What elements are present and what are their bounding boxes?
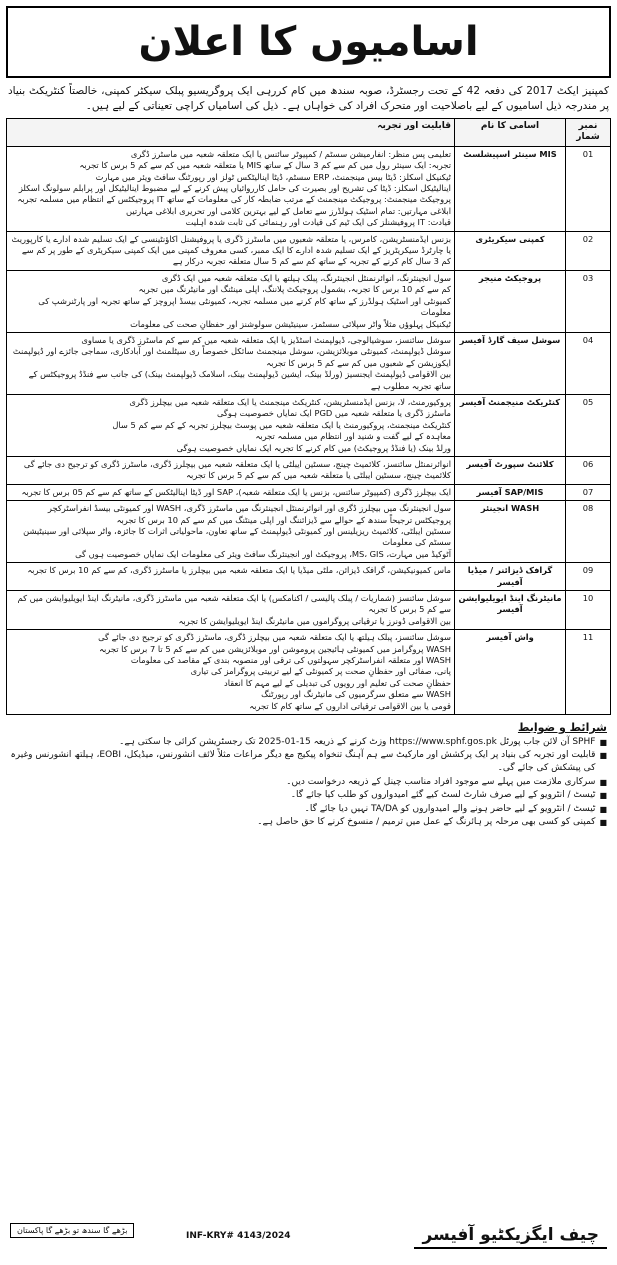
qualification-line: حفظانِ صحت کی تعلیم اور رویوں کی تبدیلی کے لیے مہم کا انعقاد	[224, 677, 451, 688]
qualification-line: ٹیکنیکل پہلوؤں مثلاً واٹر سپلائی سسٹمز، سینیٹیشن سولوشنز اور حفظانِ صحت کی معلومات	[130, 318, 451, 329]
qualification-line: ورلڈ بینک (یا فنڈڈ پروجیکٹ) میں کام کرنے کا تجربہ ایک نمایاں خصوصیت ہوگی	[176, 442, 451, 453]
header-qualification: قابلیت اور تجربہ	[7, 119, 455, 147]
term-text: سرکاری ملازمت میں پہلے سے موجود افراد مناسب چینل کے ذریعہ درخواست دیں۔	[286, 776, 596, 787]
table-row	[7, 563, 611, 591]
intro-paragraph: کمپنیز ایکٹ 2017 کی دفعہ 42 کے تحت رجسٹرڈ، صوبہ سندھ میں کام کررہی ایک پروگریسیو پبلک سیکٹر کمپنی، خالصتاً کنٹریکٹ بنیاد پر مندرجہ ذیل اسامیوں کے لیے باصلاحیت اور متحرک افراد کی خواہاں ہے۔ ذیل کی اسامیاں کراچی تعیناتی کے لیے ہیں۔	[8, 85, 609, 112]
qualification-line: ایک بیچلرز ڈگری (کمپیوٹر سائنس، بزنس یا ایک متعلقہ شعبہ)، SAP اور ڈیٹا اینالیٹکس کے ساتھ کم سے کم 05 برس کا تجربہ	[21, 486, 451, 497]
table-row	[7, 456, 611, 484]
qualification-line: انوائرنمنٹل سائنسز، کلائمیٹ چینج، سسٹین ایبلٹی یا ایک متعلقہ شعبہ میں بیچلرز ڈگری، ماسٹرز ڈگری کو ترجیح دی جائے گی	[23, 458, 451, 469]
qualification-line: سسٹین ایبلٹی، کلائمیٹ ریزیلینس اور کمیونٹی ڈیولپمنٹ کے ساتھ تعاون، ماحولیاتی اثرات کا جائزہ، واٹر سپلائی اور سینیٹیشن سسٹم کی معلومات	[23, 526, 451, 548]
positions-table	[6, 118, 611, 715]
table-row	[7, 591, 611, 630]
row-position-title: پروجیکٹ منیجر	[455, 270, 566, 332]
term-item	[10, 749, 607, 776]
qualification-line: WASH سے متعلق سرگرمیوں کی مانیٹرنگ اور رپورٹنگ	[261, 689, 451, 700]
row-position-title: کمپنی سیکریٹری	[455, 231, 566, 270]
row-qualification	[7, 563, 455, 591]
bullet-icon: ■	[599, 750, 607, 760]
row-serial: 01	[566, 146, 611, 231]
row-position-title: گرافک ڈیزائنر / میڈیا آفیسر	[455, 563, 566, 591]
row-position-title: مانیٹرنگ اینڈ ایویلیوایشن آفیسر	[455, 591, 566, 630]
term-item	[10, 776, 607, 789]
qualification-line: بین الاقوامی ڈیولپمنٹ ایجنسیز (ورلڈ بینک، ایشین ڈیولپمنٹ بینک، اسلامک ڈیولپمنٹ بینک) کی جانب سے فنڈڈ پروجیکٹس کے ساتھ تجربہ مطلوب ہے	[28, 369, 451, 391]
signature-title: چیف ایگزیکٹیو آفیسر	[414, 1225, 607, 1249]
row-qualification	[7, 591, 455, 630]
bullet-icon: ■	[599, 791, 607, 801]
footer	[6, 1211, 611, 1255]
table-row	[7, 394, 611, 456]
term-item	[10, 789, 607, 802]
qualification-line: سول انجینئرنگ، انوائرنمنٹل انجینئرنگ، پبلک ہیلتھ یا ایک متعلقہ شعبہ میں ایک ڈگری	[161, 272, 451, 283]
qualification-line: قیادت: IT پروفیشنلز کی ایک ٹیم کی قیادت اور رہنمائی کی ثابت شدہ اہلیت	[185, 217, 451, 228]
row-position-title: سوشل سیف گارڈ آفیسر	[455, 332, 566, 394]
row-position-title: کنٹریکٹ منیجمنٹ آفیسر	[455, 394, 566, 456]
terms-section	[10, 721, 607, 829]
row-serial: 11	[566, 630, 611, 715]
row-serial: 05	[566, 394, 611, 456]
row-qualification	[7, 630, 455, 715]
qualification-line: بین الاقوامی ڈونرز یا ترقیاتی پروگراموں میں مانیٹرنگ اینڈ ایویلیوایشن کا تجربہ	[178, 615, 451, 626]
qualification-line: WASH اور متعلقہ انفراسٹرکچر سہولتوں کی ترقی اور منصوبہ بندی کے مقاصد کی معلومات	[130, 655, 451, 666]
qualification-line: سوشل سائنسز، پبلک ہیلتھ یا ایک متعلقہ شعبہ میں بیچلرز ڈگری، ماسٹرز ڈگری کو ترجیح دی جائے گی	[98, 632, 451, 643]
row-position-title: WASH انجینئر	[455, 501, 566, 563]
qualification-line: پانی، صفائی اور حفظانِ صحت پر کمیونٹی کے لیے تربیتی پروگرامز کی تیاری	[190, 666, 451, 677]
row-serial: 07	[566, 484, 611, 500]
table-row	[7, 231, 611, 270]
row-qualification	[7, 270, 455, 332]
stamp: بڑھے گا سندھ تو بڑھے گا پاکستان	[10, 1223, 134, 1238]
term-item	[10, 803, 607, 816]
row-serial: 03	[566, 270, 611, 332]
table-row	[7, 270, 611, 332]
term-text: SPHF آن لائن جاب پورٹل https://www.sphf.gos.pk وزٹ کرنے کے ذریعہ 15-01-2025 تک رجسٹریشن کرائی جا سکتی ہے۔	[119, 736, 596, 747]
terms-heading: شرائط و ضوابط	[517, 721, 607, 735]
qualification-line: معاہدہ کے لیے گفت و شنید اور انتظام میں مسلمہ تجربہ	[255, 431, 451, 442]
qualification-line: تعلیمی پس منظر: انفارمیشن سسٹم / کمپیوٹر سائنس یا ایک متعلقہ شعبہ میں ماسٹرز ڈگری	[130, 148, 451, 159]
term-text: ٹیسٹ / انٹرویو کے لیے صرف شارٹ لسٹ کیے گئے امیدواروں کو طلب کیا جائے گا۔	[290, 790, 596, 801]
reference-number: INF-KRY# 4143/2024	[186, 1231, 291, 1241]
qualification-line: قومی یا بین الاقوامی ترقیاتی اداروں کے ساتھ کام کا تجربہ	[249, 700, 451, 711]
row-position-title: واش آفیسر	[455, 630, 566, 715]
row-serial: 10	[566, 591, 611, 630]
row-position-title: MIS سینئر اسپیشلسٹ	[455, 146, 566, 231]
qualification-line: کمیونٹی اور اسٹیک ہولڈرز کے ساتھ کام کرنے میں مسلمہ تجربہ، کمیونٹی بیسڈ اپروچز کے ساتھ تجربہ اور پارٹنرشپ کی معلومات	[38, 295, 451, 318]
qualification-line: آٹوکیڈ میں مہارت، MS، GIS، پروجیکٹ اور انجینئرنگ سافٹ ویئر کی معلومات ایک نمایاں خصوصیت ہوں گی	[75, 548, 451, 559]
qualification-line: پروکیورمنٹ، لا، بزنس ایڈمنسٹریشن، کنٹریکٹ مینجمنٹ یا ایک متعلقہ شعبہ میں بیچلرز ڈگری	[129, 396, 451, 407]
qualification-line: اینالیٹیکل اسکلز: ڈیٹا کی تشریح اور بصیرت کی حامل کارروائیاں پیش کرنے کے لیے مضبوط اینالیٹیکل اور پرابلم سولونگ اسکلز	[18, 183, 451, 194]
row-serial: 08	[566, 501, 611, 563]
term-text: قابلیت اور تجربہ کی بنیاد پر ایک پرکشش اور مارکیٹ سے ہم آہنگ تنخواہ پیکیج مع دیگر مراعات مثلاً لائف انشورنس، میڈیکل، EOBI، ہیلتھ انشورنس وغیرہ کی پیشکش کی جائے گی۔	[10, 749, 596, 774]
term-text: کمپنی کو کسی بھی مرحلہ پر ہائرنگ کے عمل میں ترمیم / منسوخ کرنے کا حق حاصل ہے۔	[257, 816, 596, 827]
qualification-line: سوشل سائنسز، سوشیالوجی، ڈیولپمنٹ اسٹڈیز یا ایک متعلقہ شعبہ میں کم سے کم ماسٹرز ڈگری یا مساوی	[81, 334, 451, 345]
header-position: اسامی کا نام	[455, 119, 566, 147]
qualification-line: سوشل سائنسز (شماریات / پبلک پالیسی / اکنامکس) یا ایک متعلقہ شعبہ میں ماسٹرز ڈگری، مانیٹرنگ اینڈ ایویلیوایشن میں کم سے کم 5 برس کا تجربہ	[17, 593, 451, 615]
table-row	[7, 501, 611, 563]
page-title: اسامیوں کا اعلان	[138, 19, 479, 65]
term-item	[10, 816, 607, 829]
qualification-line: پروجیکٹ مینجمنٹ: پروجیکٹ مینجمنٹ کے مرتب ضابطہ کار کی معلومات کے ساتھ IT پروجیکٹس کے انتظام میں مسلمہ تجربہ	[17, 194, 451, 205]
row-serial: 09	[566, 563, 611, 591]
row-qualification	[7, 394, 455, 456]
qualification-line: ابلاغی مہارتیں: تمام اسٹیک ہولڈرز سے تعامل کے لیے بہترین کلامی اور تحریری ابلاغی مہارتیں	[126, 205, 451, 216]
qualification-line: تجربہ: ایک سینئر رول میں کم سے کم 3 سال کے ساتھ MIS یا متعلقہ شعبہ میں کم سے کم 5 برس کا تجربہ	[79, 160, 451, 171]
qualification-line: سول انجینئرنگ میں بیچلرز ڈگری اور انوائرنمنٹل انجینئرنگ میں ماسٹرز ڈگری، WASH اور کمیونٹی بیسڈ انفراسٹرکچر پروجیکٹس ترجیحاً سندھ کے حوالے سے ڈیزائننگ اور اپلی مینٹنگ میں کم سے کم 10 برس کا تجربہ	[47, 503, 451, 525]
term-item	[10, 736, 607, 749]
qualification-line: ماس کمیونیکیشن، گرافک ڈیزائن، ملٹی میڈیا یا ایک متعلقہ شعبہ میں بیچلرز یا ماسٹرز ڈگری، کم سے کم 10 برس کا تجربہ	[27, 565, 451, 576]
header-serial: نمبر شمار	[566, 119, 611, 147]
qualification-line: بزنس ایڈمنسٹریشن، کامرس، یا متعلقہ شعبوں میں ماسٹرز ڈگری یا پروفیشنل اکاؤنٹینسی کے ایک تسلیم شدہ ادارے یا کارپوریٹ یا چارٹرڈ سیکریٹریز کے ایک تسلیم شدہ ادارے کا ایک ممبر، کسی معروف کمپنی میں ایک کمپنی سیکریٹری کے طور پر کم سے کم 3 سال کام کرنے کے تجربہ کے ساتھ کم سے کم 5 سال متعلقہ تجربہ درکار ہے	[11, 233, 451, 267]
table-row	[7, 484, 611, 500]
table-row	[7, 146, 611, 231]
row-qualification	[7, 231, 455, 270]
bullet-icon: ■	[599, 804, 607, 814]
row-qualification	[7, 456, 455, 484]
banner	[6, 6, 611, 78]
row-qualification	[7, 332, 455, 394]
bullet-icon: ■	[599, 817, 607, 827]
row-qualification	[7, 146, 455, 231]
qualification-line: سوشل ڈیولپمنٹ، کمیونٹی موبلائزیشن، سوشل مینجمنٹ سائکل خصوصاً ری سیٹلمنٹ اور آبادکاری، سماجی جائزے اور ڈیولپمنٹ ایکوزیشن کے شعبوں میں کم سے کم 5 برس کا تجربہ	[12, 346, 451, 368]
row-qualification	[7, 484, 455, 500]
row-position-title: SAP/MIS آفیسر	[455, 484, 566, 500]
table-row	[7, 630, 611, 715]
table-row	[7, 332, 611, 394]
row-serial: 04	[566, 332, 611, 394]
bullet-icon: ■	[599, 777, 607, 787]
qualification-line: ماسٹرز ڈگری یا متعلقہ شعبہ میں PGD ایک نمایاں خصوصیت ہوگی	[216, 408, 451, 419]
qualification-line: کنٹریکٹ مینجمنٹ، پروکیورمنٹ یا ایک متعلقہ شعبہ میں پوسٹ بیچلرز تجربہ کے کم سے کم 5 سال	[112, 419, 451, 430]
qualification-line: کم سے کم 10 برس کا تجربہ، بشمول پروجیکٹ پلاننگ، اپلی مینٹنگ اور مانیٹرنگ میں تجربہ	[138, 284, 451, 295]
row-qualification	[7, 501, 455, 563]
bullet-icon: ■	[599, 737, 607, 747]
qualification-line: ٹیکنیکل اسکلز: ڈیٹا بیس مینجمنٹ، ERP سسٹم، ڈیٹا اینالیٹکس ٹولز اور رپورٹنگ سافٹ ویئر میں مہارت	[95, 171, 451, 182]
row-position-title: کلائنٹ سپورٹ آفیسر	[455, 456, 566, 484]
term-text: ٹیسٹ / انٹرویو کے لیے حاضر ہونے والے امیدواروں کو TA/DA نہیں دیا جائے گا۔	[304, 803, 596, 814]
qualification-line: WASH پروگرامز میں کمیونٹی ہائیجین پروموشن اور موبلائزیشن میں کم سے کم 5 تا 7 برس کا تجربہ	[99, 643, 451, 654]
row-serial: 06	[566, 456, 611, 484]
table-header-row	[7, 119, 611, 147]
row-serial: 02	[566, 231, 611, 270]
qualification-line: کلائمیٹ چینج، سسٹین ایبلٹی یا متعلقہ شعبہ میں کم سے کم 5 برس کا تجربہ	[186, 470, 451, 481]
